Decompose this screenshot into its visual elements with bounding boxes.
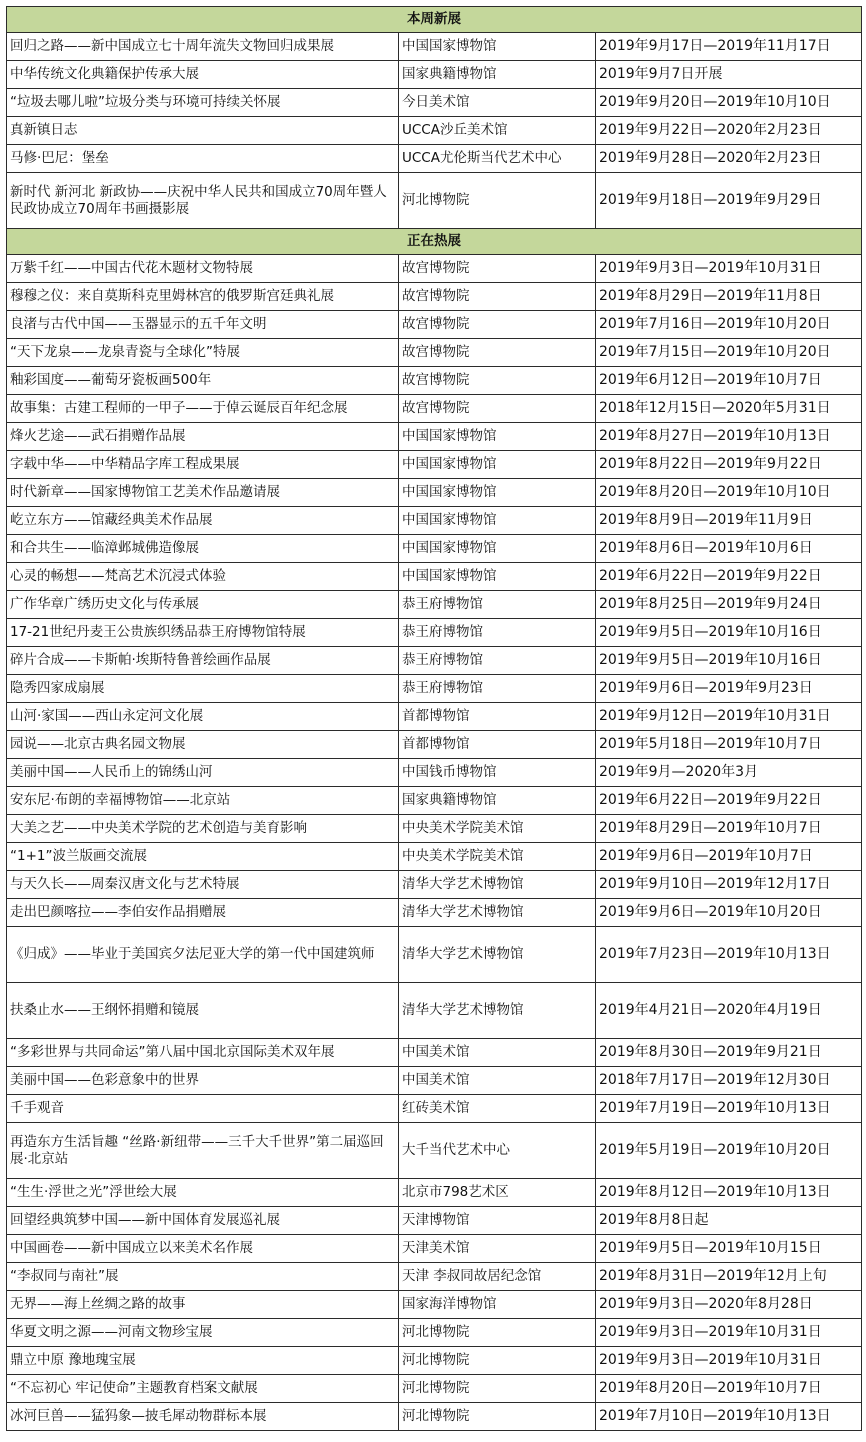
exhibition-venue: 恭王府博物馆 — [399, 647, 596, 675]
exhibition-venue: 中国国家博物馆 — [399, 563, 596, 591]
table-row — [7, 145, 862, 173]
exhibition-venue: 中国钱币博物馆 — [399, 759, 596, 787]
exhibition-dates: 2019年9月10日—2019年12月17日 — [596, 871, 862, 899]
exhibition-name: 屹立东方——馆藏经典美术作品展 — [7, 507, 399, 535]
exhibition-venue: 国家典籍博物馆 — [399, 787, 596, 815]
table-row — [7, 283, 862, 311]
table-row — [7, 339, 862, 367]
exhibition-dates: 2019年9月—2020年3月 — [596, 759, 862, 787]
exhibition-venue: 北京市798艺术区 — [399, 1179, 596, 1207]
exhibition-name: 扶桑止水——王纲怀捐赠和镜展 — [7, 983, 399, 1039]
exhibition-dates: 2019年9月5日—2019年10月16日 — [596, 647, 862, 675]
exhibition-venue: 清华大学艺术博物馆 — [399, 871, 596, 899]
exhibition-venue: 故宫博物院 — [399, 367, 596, 395]
exhibition-dates: 2019年8月22日—2019年9月22日 — [596, 451, 862, 479]
exhibition-venue: 河北博物院 — [399, 1319, 596, 1347]
exhibition-name: 走出巴颜喀拉——李伯安作品捐赠展 — [7, 899, 399, 927]
table-row — [7, 731, 862, 759]
exhibition-name: 广作华章广绣历史文化与传承展 — [7, 591, 399, 619]
table-row — [7, 1235, 862, 1263]
exhibition-name: 隐秀四家成扇展 — [7, 675, 399, 703]
exhibition-name: 马修·巴尼：堡垒 — [7, 145, 399, 173]
exhibition-name: 鼎立中原 豫地瑰宝展 — [7, 1347, 399, 1375]
exhibition-venue: 清华大学艺术博物馆 — [399, 927, 596, 983]
table-row — [7, 311, 862, 339]
exhibition-dates: 2019年7月15日—2019年10月20日 — [596, 339, 862, 367]
exhibition-venue: 国家海洋博物馆 — [399, 1291, 596, 1319]
exhibition-name: “不忘初心 牢记使命”主题教育档案文献展 — [7, 1375, 399, 1403]
exhibition-venue: 清华大学艺术博物馆 — [399, 899, 596, 927]
table-row — [7, 61, 862, 89]
exhibition-dates: 2019年8月8日起 — [596, 1207, 862, 1235]
exhibition-dates: 2019年7月19日—2019年10月13日 — [596, 1095, 862, 1123]
exhibition-name: 无界——海上丝绸之路的故事 — [7, 1291, 399, 1319]
table-row — [7, 1207, 862, 1235]
table-row — [7, 1039, 862, 1067]
exhibition-venue: 恭王府博物馆 — [399, 619, 596, 647]
table-row — [7, 815, 862, 843]
exhibition-name: 字载中华——中华精品字库工程成果展 — [7, 451, 399, 479]
exhibition-venue: 河北博物院 — [399, 1347, 596, 1375]
exhibition-venue: 河北博物院 — [399, 1403, 596, 1431]
table-row — [7, 1067, 862, 1095]
table-row — [7, 1403, 862, 1431]
exhibition-venue: 天津 李叔同故居纪念馆 — [399, 1263, 596, 1291]
table-row — [7, 591, 862, 619]
exhibition-name: 时代新章——国家博物馆工艺美术作品邀请展 — [7, 479, 399, 507]
exhibition-name: 心灵的畅想——梵高艺术沉浸式体验 — [7, 563, 399, 591]
exhibition-dates: 2019年8月30日—2019年9月21日 — [596, 1039, 862, 1067]
table-row — [7, 675, 862, 703]
exhibition-name: 中国画卷——新中国成立以来美术名作展 — [7, 1235, 399, 1263]
section-header-row — [7, 7, 862, 33]
exhibition-name: 新时代 新河北 新政协——庆祝中华人民共和国成立70周年暨人民政协成立70周年书画摄影展 — [7, 173, 399, 229]
exhibition-venue: 故宫博物院 — [399, 255, 596, 283]
exhibition-name: 安东尼·布朗的幸福博物馆——北京站 — [7, 787, 399, 815]
exhibition-dates: 2019年6月22日—2019年9月22日 — [596, 787, 862, 815]
exhibition-name: 山河·家国——西山永定河文化展 — [7, 703, 399, 731]
exhibition-name: 17-21世纪丹麦王公贵族织绣品恭王府博物馆特展 — [7, 619, 399, 647]
exhibition-name: “垃圾去哪儿啦”垃圾分类与环境可持续关怀展 — [7, 89, 399, 117]
exhibition-name: 和合共生——临漳邺城佛造像展 — [7, 535, 399, 563]
exhibition-venue: 红砖美术馆 — [399, 1095, 596, 1123]
exhibition-venue: 中国美术馆 — [399, 1067, 596, 1095]
exhibition-dates: 2018年12月15日—2020年5月31日 — [596, 395, 862, 423]
exhibition-dates: 2019年9月6日—2019年10月20日 — [596, 899, 862, 927]
exhibition-venue: 故宫博物院 — [399, 395, 596, 423]
exhibition-name: “天下龙泉——龙泉青瓷与全球化”特展 — [7, 339, 399, 367]
exhibition-dates: 2019年8月27日—2019年10月13日 — [596, 423, 862, 451]
exhibition-name: “多彩世界与共同命运”第八届中国北京国际美术双年展 — [7, 1039, 399, 1067]
exhibition-dates: 2019年9月3日—2019年10月31日 — [596, 1347, 862, 1375]
exhibition-dates: 2019年9月3日—2020年8月28日 — [596, 1291, 862, 1319]
table-row — [7, 507, 862, 535]
exhibition-name: 再造东方生活旨趣 “丝路·新纽带——三千大千世界”第二届巡回展·北京站 — [7, 1123, 399, 1179]
exhibition-venue: 天津博物馆 — [399, 1207, 596, 1235]
exhibition-dates: 2019年8月12日—2019年10月13日 — [596, 1179, 862, 1207]
exhibition-venue: 首都博物馆 — [399, 731, 596, 759]
table-row — [7, 647, 862, 675]
exhibition-name: 真新镇日志 — [7, 117, 399, 145]
exhibition-dates: 2019年7月23日—2019年10月13日 — [596, 927, 862, 983]
exhibition-name: “生生·浮世之光”浮世绘大展 — [7, 1179, 399, 1207]
table-row — [7, 983, 862, 1039]
table-row — [7, 423, 862, 451]
table-row — [7, 89, 862, 117]
exhibition-table-body — [7, 7, 862, 1431]
exhibition-table — [6, 6, 862, 1431]
table-row — [7, 703, 862, 731]
exhibition-name: 《归成》——毕业于美国宾夕法尼亚大学的第一代中国建筑师 — [7, 927, 399, 983]
table-row — [7, 619, 862, 647]
exhibition-venue: 大千当代艺术中心 — [399, 1123, 596, 1179]
exhibition-name: 万紫千红——中国古代花木题材文物特展 — [7, 255, 399, 283]
exhibition-name: 碎片合成——卡斯帕·埃斯特鲁普绘画作品展 — [7, 647, 399, 675]
exhibition-name: 穆穆之仪：来自莫斯科克里姆林宫的俄罗斯宫廷典礼展 — [7, 283, 399, 311]
exhibition-venue: UCCA沙丘美术馆 — [399, 117, 596, 145]
exhibition-dates: 2019年9月7日开展 — [596, 61, 862, 89]
exhibition-dates: 2019年7月16日—2019年10月20日 — [596, 311, 862, 339]
exhibition-dates: 2019年7月10日—2019年10月13日 — [596, 1403, 862, 1431]
exhibition-dates: 2019年9月5日—2019年10月15日 — [596, 1235, 862, 1263]
exhibition-dates: 2019年4月21日—2020年4月19日 — [596, 983, 862, 1039]
exhibition-dates: 2019年8月9日—2019年11月9日 — [596, 507, 862, 535]
table-row — [7, 1347, 862, 1375]
table-row — [7, 871, 862, 899]
table-row — [7, 451, 862, 479]
exhibition-dates: 2019年9月5日—2019年10月16日 — [596, 619, 862, 647]
table-row — [7, 927, 862, 983]
exhibition-venue: 故宫博物院 — [399, 339, 596, 367]
exhibition-dates: 2019年8月31日—2019年12月上旬 — [596, 1263, 862, 1291]
exhibition-dates: 2019年9月3日—2019年10月31日 — [596, 1319, 862, 1347]
exhibition-dates: 2019年5月19日—2019年10月20日 — [596, 1123, 862, 1179]
table-row — [7, 535, 862, 563]
exhibition-name: “李叔同与南社”展 — [7, 1263, 399, 1291]
exhibition-venue: 中国国家博物馆 — [399, 33, 596, 61]
exhibition-name: 华夏文明之源——河南文物珍宝展 — [7, 1319, 399, 1347]
exhibition-venue: 故宫博物院 — [399, 311, 596, 339]
table-row — [7, 173, 862, 229]
table-row — [7, 1319, 862, 1347]
exhibition-dates: 2019年9月6日—2019年10月7日 — [596, 843, 862, 871]
table-row — [7, 395, 862, 423]
exhibition-dates: 2019年6月22日—2019年9月22日 — [596, 563, 862, 591]
table-row — [7, 367, 862, 395]
exhibition-name: 良渚与古代中国——玉器显示的五千年文明 — [7, 311, 399, 339]
exhibition-name: 园说——北京古典名园文物展 — [7, 731, 399, 759]
exhibition-dates: 2019年8月20日—2019年10月7日 — [596, 1375, 862, 1403]
table-row — [7, 1375, 862, 1403]
exhibition-dates: 2019年8月6日—2019年10月6日 — [596, 535, 862, 563]
exhibition-name: 中华传统文化典籍保护传承大展 — [7, 61, 399, 89]
exhibition-venue: 今日美术馆 — [399, 89, 596, 117]
exhibition-dates: 2019年9月12日—2019年10月31日 — [596, 703, 862, 731]
exhibition-name: 回归之路——新中国成立七十周年流失文物回归成果展 — [7, 33, 399, 61]
exhibition-name: 烽火艺途——武石捐赠作品展 — [7, 423, 399, 451]
exhibition-name: 回望经典筑梦中国——新中国体育发展巡礼展 — [7, 1207, 399, 1235]
table-row — [7, 899, 862, 927]
section-title: 正在热展 — [7, 229, 862, 255]
exhibition-venue: 河北博物院 — [399, 1375, 596, 1403]
exhibition-dates: 2019年9月28日—2020年2月23日 — [596, 145, 862, 173]
table-row — [7, 1291, 862, 1319]
exhibition-dates: 2019年5月18日—2019年10月7日 — [596, 731, 862, 759]
exhibition-dates: 2019年9月20日—2019年10月10日 — [596, 89, 862, 117]
exhibition-venue: 恭王府博物馆 — [399, 675, 596, 703]
exhibition-dates: 2019年9月18日—2019年9月29日 — [596, 173, 862, 229]
exhibition-venue: 中国国家博物馆 — [399, 507, 596, 535]
exhibition-venue: 中国国家博物馆 — [399, 423, 596, 451]
table-row — [7, 1095, 862, 1123]
exhibition-dates: 2019年9月17日—2019年11月17日 — [596, 33, 862, 61]
exhibition-dates: 2019年8月29日—2019年11月8日 — [596, 283, 862, 311]
exhibition-venue: 国家典籍博物馆 — [399, 61, 596, 89]
exhibition-venue: 中央美术学院美术馆 — [399, 843, 596, 871]
exhibition-table-wrapper — [6, 6, 861, 1431]
table-row — [7, 1123, 862, 1179]
exhibition-name: 千手观音 — [7, 1095, 399, 1123]
exhibition-name: 美丽中国——人民币上的锦绣山河 — [7, 759, 399, 787]
exhibition-name: 釉彩国度——葡萄牙瓷板画500年 — [7, 367, 399, 395]
exhibition-dates: 2018年7月17日—2019年12月30日 — [596, 1067, 862, 1095]
exhibition-venue: 中国国家博物馆 — [399, 535, 596, 563]
exhibition-dates: 2019年6月12日—2019年10月7日 — [596, 367, 862, 395]
exhibition-name: 美丽中国——色彩意象中的世界 — [7, 1067, 399, 1095]
exhibition-venue: 中国国家博物馆 — [399, 479, 596, 507]
exhibition-venue: 中央美术学院美术馆 — [399, 815, 596, 843]
exhibition-venue: 故宫博物院 — [399, 283, 596, 311]
table-row — [7, 759, 862, 787]
exhibition-name: 与天久长——周秦汉唐文化与艺术特展 — [7, 871, 399, 899]
table-row — [7, 787, 862, 815]
exhibition-name: “1+1”波兰版画交流展 — [7, 843, 399, 871]
exhibition-name: 故事集：古建工程师的一甲子——于倬云诞辰百年纪念展 — [7, 395, 399, 423]
exhibition-name: 冰河巨兽——猛犸象—披毛犀动物群标本展 — [7, 1403, 399, 1431]
table-row — [7, 563, 862, 591]
table-row — [7, 33, 862, 61]
table-row — [7, 1263, 862, 1291]
section-title: 本周新展 — [7, 7, 862, 33]
exhibition-venue: 恭王府博物馆 — [399, 591, 596, 619]
exhibition-dates: 2019年9月22日—2020年2月23日 — [596, 117, 862, 145]
exhibition-venue: 天津美术馆 — [399, 1235, 596, 1263]
section-header-row — [7, 229, 862, 255]
exhibition-dates: 2019年8月29日—2019年10月7日 — [596, 815, 862, 843]
exhibition-name: 大美之艺——中央美术学院的艺术创造与美育影响 — [7, 815, 399, 843]
exhibition-venue: 清华大学艺术博物馆 — [399, 983, 596, 1039]
table-row — [7, 117, 862, 145]
exhibition-dates: 2019年8月20日—2019年10月10日 — [596, 479, 862, 507]
exhibition-venue: 中国美术馆 — [399, 1039, 596, 1067]
table-row — [7, 843, 862, 871]
exhibition-dates: 2019年8月25日—2019年9月24日 — [596, 591, 862, 619]
exhibition-dates: 2019年9月3日—2019年10月31日 — [596, 255, 862, 283]
exhibition-venue: 首都博物馆 — [399, 703, 596, 731]
table-row — [7, 1179, 862, 1207]
exhibition-venue: 中国国家博物馆 — [399, 451, 596, 479]
exhibition-dates: 2019年9月6日—2019年9月23日 — [596, 675, 862, 703]
table-row — [7, 479, 862, 507]
exhibition-venue: UCCA尤伦斯当代艺术中心 — [399, 145, 596, 173]
exhibition-venue: 河北博物院 — [399, 173, 596, 229]
table-row — [7, 255, 862, 283]
